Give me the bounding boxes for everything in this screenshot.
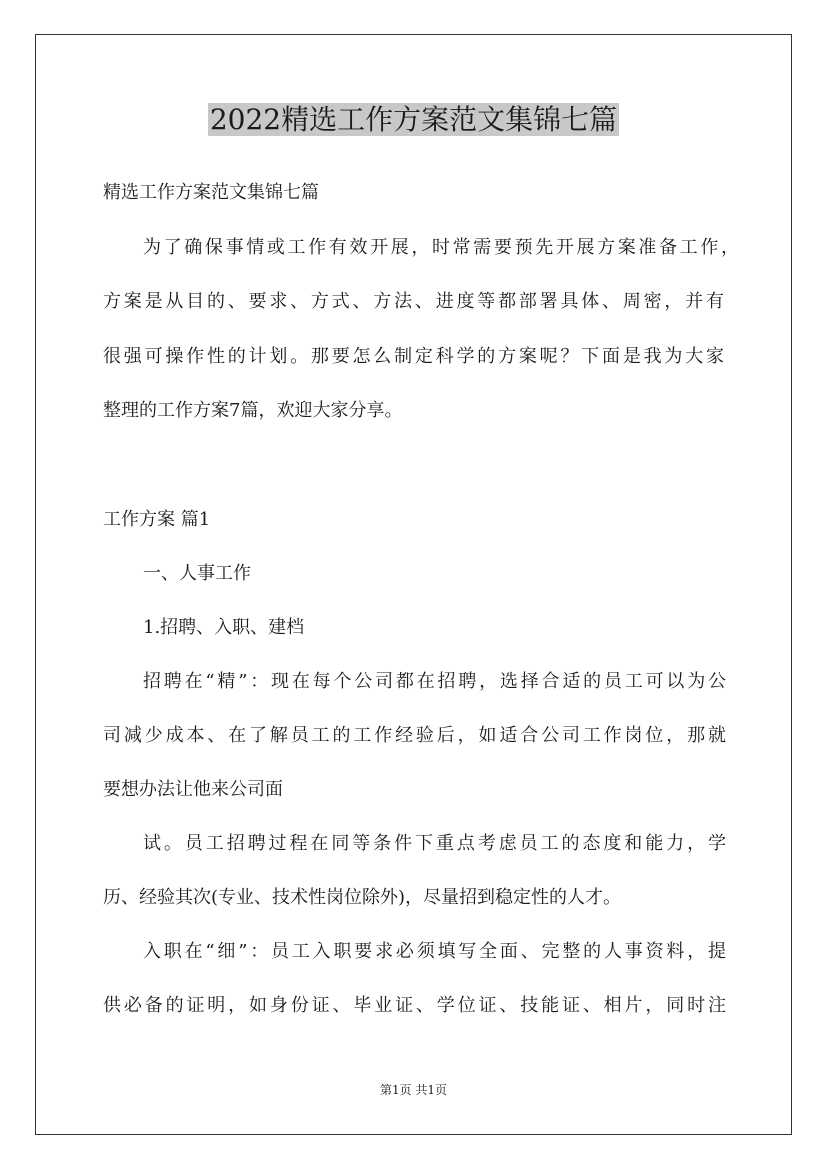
paragraph-line: 入职在“细”：员工入职要求必须填写全面、完整的人事资料，提: [143, 941, 726, 962]
paragraph-line: 试。员工招聘过程在同等条件下重点考虑员工的态度和能力，学: [143, 833, 726, 854]
paragraph-line: 要想办法让他来公司面: [103, 779, 283, 800]
paragraph-line: 整理的工作方案7篇，欢迎大家分享。: [103, 400, 403, 421]
subsection-heading: 一、人事工作: [143, 563, 251, 584]
subsection-heading: 1.招聘、入职、建档: [143, 617, 305, 638]
paragraph-line: 很强可操作性的计划。那要怎么制定科学的方案呢？下面是我为大家: [103, 346, 724, 367]
paragraph-line: 司减少成本、在了解员工的工作经验后，如适合公司工作岗位，那就: [103, 725, 726, 746]
paragraph-line: 为了确保事情或工作有效开展，时常需要预先开展方案准备工作，: [143, 237, 739, 258]
subtitle-line: 精选工作方案范文集锦七篇: [103, 182, 319, 203]
paragraph-line: 供必备的证明，如身份证、毕业证、学位证、技能证、相片，同时注: [103, 995, 726, 1016]
paragraph-line: 方案是从目的、要求、方式、方法、进度等都部署具体、周密，并有: [103, 291, 724, 312]
document-title: 2022精选工作方案范文集锦七篇: [209, 103, 618, 136]
section-heading: 工作方案 篇1: [103, 509, 211, 530]
paragraph-line: 历、经验其次(专业、技术性岗位除外)，尽量招到稳定性的人才。: [103, 887, 622, 908]
page-footer: 第1页 共1页: [379, 1083, 448, 1097]
paragraph-line: 招聘在“精”：现在每个公司都在招聘，选择合适的员工可以为公: [143, 671, 726, 692]
